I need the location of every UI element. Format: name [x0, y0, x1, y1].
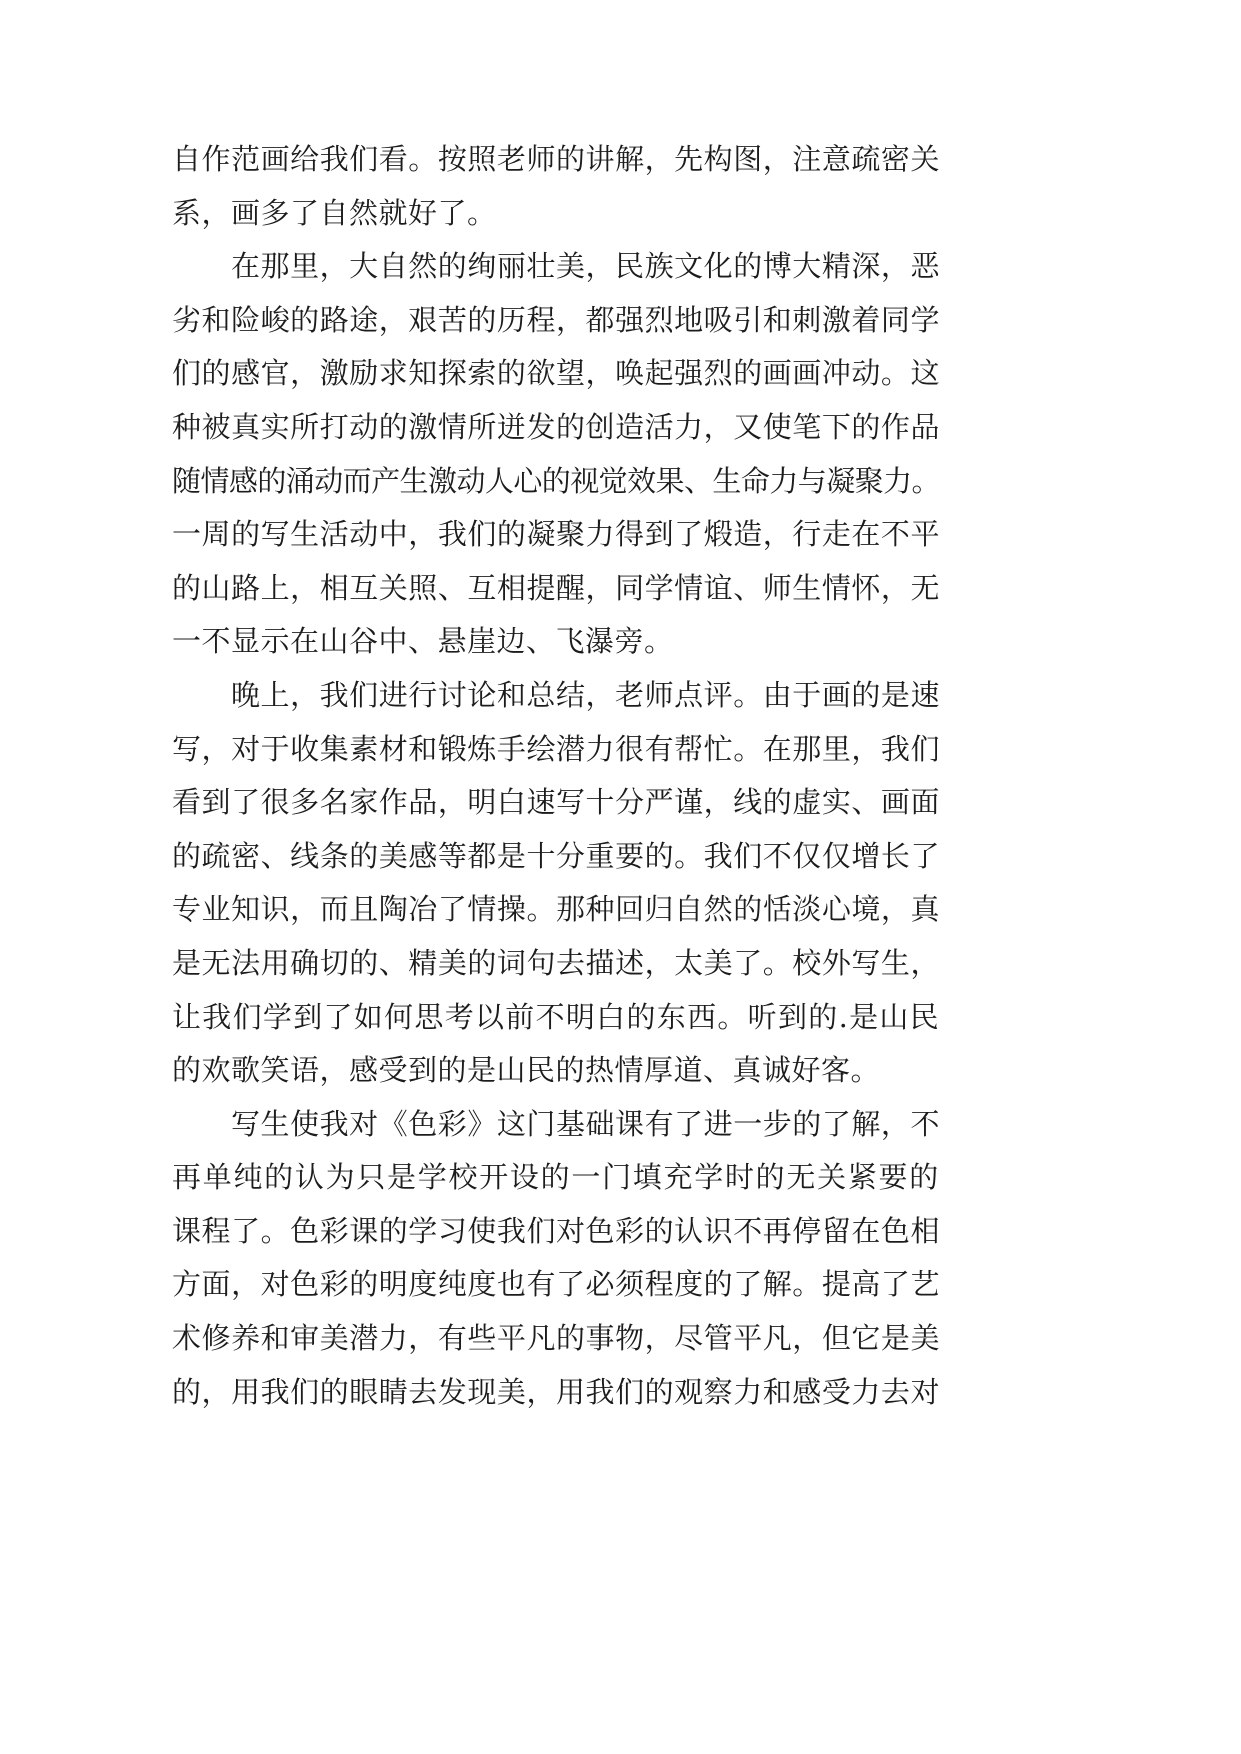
body-text [172, 133, 940, 1419]
line-text: 写，对于收集素材和锻炼手绘潜力很有帮忙。在那里，我们 [172, 731, 940, 766]
paragraph-line [172, 455, 940, 509]
line-text: 一周的写生活动中，我们的凝聚力得到了煅造，行走在不平 [172, 517, 940, 552]
line-text: 术修养和审美潜力，有些平凡的事物，尽管平凡，但它是美 [172, 1321, 940, 1356]
paragraph-line [172, 562, 940, 616]
line-text: 让我们学到了如何思考以前不明白的东西。听到的.是山民 [172, 999, 940, 1034]
line-text: 在那里，大自然的绚丽壮美，民族文化的博大精深，恶 [231, 249, 940, 284]
line-text: 自作范画给我们看。按照老师的讲解，先构图，注意疏密关 [172, 142, 940, 176]
line-text: 系，画多了自然就好了。 [172, 195, 497, 230]
paragraph-line [172, 294, 940, 348]
paragraph-line [172, 347, 940, 401]
paragraph-line [172, 508, 940, 562]
paragraph-line [172, 1044, 940, 1098]
paragraph [172, 1098, 940, 1420]
paragraph-line [172, 615, 940, 669]
paragraph-line [172, 830, 940, 884]
paragraph-line [172, 1098, 940, 1152]
paragraph-line [172, 187, 940, 241]
paragraph-line [172, 1312, 940, 1366]
line-text: 种被真实所打动的激情所迸发的创造活力，又使笔下的作品 [172, 409, 940, 444]
line-text: 们的感官，激励求知探索的欲望，唤起强烈的画画冲动。这 [172, 356, 940, 391]
paragraph [172, 133, 940, 240]
paragraph [172, 669, 940, 1098]
line-text: 课程了。色彩课的学习使我们对色彩的认识不再停留在色相 [172, 1213, 940, 1248]
line-text: 的疏密、线条的美感等都是十分重要的。我们不仅仅增长了 [172, 838, 940, 873]
paragraph-line [172, 1258, 940, 1312]
line-text: 的欢歌笑语，感受到的是山民的热情厚道、真诚好客。 [172, 1053, 881, 1088]
paragraph-line [172, 776, 940, 830]
paragraph-line [172, 1151, 940, 1205]
paragraph [172, 240, 940, 669]
paragraph-line [172, 883, 940, 937]
paragraph-line [172, 240, 940, 294]
line-text: 再单纯的认为只是学校开设的一门填充学时的无关紧要的 [172, 1160, 940, 1195]
line-text: 专业知识，而且陶冶了情操。那种回归自然的恬淡心境，真 [172, 892, 940, 927]
line-text: 看到了很多名家作品，明白速写十分严谨，线的虚实、画面 [172, 785, 940, 820]
line-text: 晚上，我们进行讨论和总结，老师点评。由于画的是速 [231, 677, 940, 712]
line-text: 是无法用确切的、精美的词句去描述，太美了。校外写生， [172, 945, 940, 980]
line-text: 劣和险峻的路途，艰苦的历程，都强烈地吸引和刺激着同学 [172, 302, 940, 337]
paragraph-line [172, 401, 940, 455]
paragraph-line [172, 133, 940, 187]
line-text: 方面，对色彩的明度纯度也有了必须程度的了解。提高了艺 [172, 1267, 940, 1302]
line-text: 一不显示在山谷中、悬崖边、飞瀑旁。 [172, 624, 674, 659]
paragraph-line [172, 723, 940, 777]
paragraph-line [172, 991, 940, 1045]
paragraph-line [172, 937, 940, 991]
line-text: 的山路上，相互关照、互相提醒，同学情谊、师生情怀，无 [172, 570, 940, 605]
line-text: 的，用我们的眼睛去发现美，用我们的观察力和感受力去对 [172, 1374, 940, 1409]
paragraph-line [172, 669, 940, 723]
paragraph-line [172, 1366, 940, 1420]
paragraph-line [172, 1205, 940, 1259]
line-text: 随情感的涌动而产生激动人心的视觉效果、生命力与凝聚力。 [172, 463, 940, 498]
line-text: 写生使我对《色彩》这门基础课有了进一步的了解，不 [231, 1106, 940, 1141]
